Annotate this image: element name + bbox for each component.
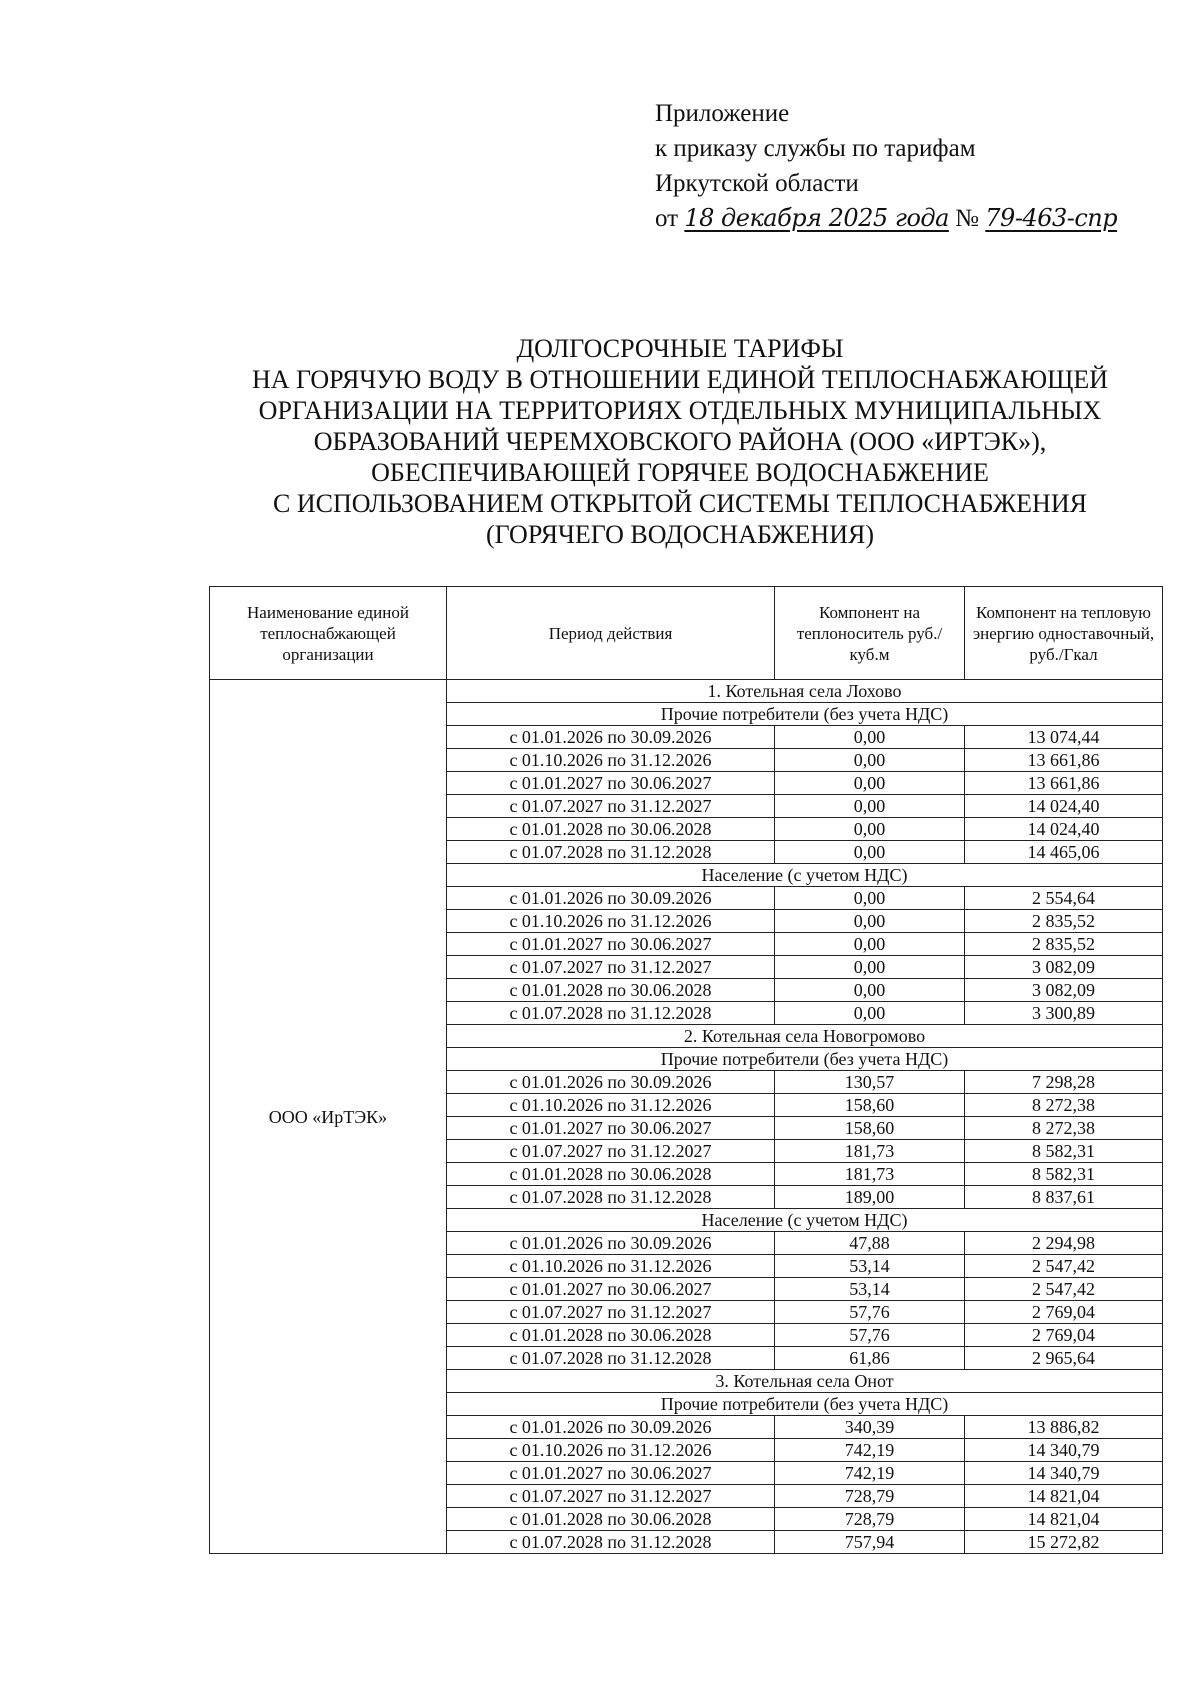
period-cell: с 01.01.2028 по 30.06.2028 <box>447 1324 775 1347</box>
carrier-cell: 728,79 <box>775 1508 965 1531</box>
carrier-cell: 757,94 <box>775 1531 965 1554</box>
carrier-cell: 130,57 <box>775 1071 965 1094</box>
period-cell: с 01.01.2027 по 30.06.2027 <box>447 1278 775 1301</box>
carrier-cell: 0,00 <box>775 979 965 1002</box>
title-line: ОБЕСПЕЧИВАЮЩЕЙ ГОРЯЧЕЕ ВОДОСНАБЖЕНИЕ <box>371 458 989 487</box>
period-cell: с 01.01.2028 по 30.06.2028 <box>447 1163 775 1186</box>
header-carrier: Компонент на теплоноситель руб./куб.м <box>775 587 965 680</box>
number-prefix: № <box>955 205 980 232</box>
carrier-cell: 0,00 <box>775 956 965 979</box>
carrier-cell: 0,00 <box>775 795 965 818</box>
carrier-cell: 181,73 <box>775 1140 965 1163</box>
carrier-cell: 189,00 <box>775 1186 965 1209</box>
period-cell: с 01.01.2027 по 30.06.2027 <box>447 933 775 956</box>
heat-cell: 13 074,44 <box>965 726 1163 749</box>
heat-cell: 3 082,09 <box>965 956 1163 979</box>
heat-cell: 2 554,64 <box>965 887 1163 910</box>
period-cell: с 01.01.2026 по 30.09.2026 <box>447 1232 775 1255</box>
heat-cell: 2 547,42 <box>965 1255 1163 1278</box>
appendix-date-line <box>655 201 1117 236</box>
consumer-group-label: Прочие потребители (без учета НДС) <box>447 1048 1163 1071</box>
carrier-cell: 61,86 <box>775 1347 965 1370</box>
period-cell: с 01.07.2027 по 31.12.2027 <box>447 1140 775 1163</box>
period-cell: с 01.01.2028 по 30.06.2028 <box>447 1508 775 1531</box>
carrier-cell: 57,76 <box>775 1324 965 1347</box>
period-cell: с 01.07.2028 по 31.12.2028 <box>447 1002 775 1025</box>
heat-cell: 2 835,52 <box>965 933 1163 956</box>
carrier-cell: 53,14 <box>775 1278 965 1301</box>
period-cell: с 01.01.2027 по 30.06.2027 <box>447 772 775 795</box>
carrier-cell: 742,19 <box>775 1439 965 1462</box>
heat-cell: 2 769,04 <box>965 1324 1163 1347</box>
heat-cell: 3 082,09 <box>965 979 1163 1002</box>
date-prefix: от <box>655 205 679 232</box>
heat-cell: 8 837,61 <box>965 1186 1163 1209</box>
heat-cell: 7 298,28 <box>965 1071 1163 1094</box>
period-cell: с 01.07.2027 по 31.12.2027 <box>447 956 775 979</box>
carrier-cell: 728,79 <box>775 1485 965 1508</box>
title-line: ДОЛГОСРОЧНЫЕ ТАРИФЫ <box>516 334 844 363</box>
period-cell: с 01.01.2028 по 30.06.2028 <box>447 979 775 1002</box>
carrier-cell: 158,60 <box>775 1094 965 1117</box>
carrier-cell: 181,73 <box>775 1163 965 1186</box>
heat-cell: 14 024,40 <box>965 818 1163 841</box>
consumer-group-label: Население (с учетом НДС) <box>447 1209 1163 1232</box>
consumer-group-label: Население (с учетом НДС) <box>447 864 1163 887</box>
heat-cell: 8 272,38 <box>965 1117 1163 1140</box>
heat-cell: 14 821,04 <box>965 1508 1163 1531</box>
carrier-cell: 742,19 <box>775 1462 965 1485</box>
heat-cell: 13 886,82 <box>965 1416 1163 1439</box>
heat-cell: 3 300,89 <box>965 1002 1163 1025</box>
header-period: Период действия <box>447 587 775 680</box>
period-cell: с 01.07.2027 по 31.12.2027 <box>447 1301 775 1324</box>
period-cell: с 01.07.2028 по 31.12.2028 <box>447 1347 775 1370</box>
period-cell: с 01.10.2026 по 31.12.2026 <box>447 1439 775 1462</box>
period-cell: с 01.01.2027 по 30.06.2027 <box>447 1462 775 1485</box>
title-line: С ИСПОЛЬЗОВАНИЕМ ОТКРЫТОЙ СИСТЕМЫ ТЕПЛОСНАБЖЕНИЯ <box>273 489 1087 518</box>
title-line: (ГОРЯЧЕГО ВОДОСНАБЖЕНИЯ) <box>486 520 874 549</box>
appendix-line-1: Приложение <box>655 100 790 127</box>
appendix-header <box>655 96 1117 236</box>
carrier-cell: 0,00 <box>775 749 965 772</box>
carrier-cell: 47,88 <box>775 1232 965 1255</box>
heat-cell: 14 821,04 <box>965 1485 1163 1508</box>
consumer-group-label: Прочие потребители (без учета НДС) <box>447 703 1163 726</box>
boiler-name: 1. Котельная села Лохово <box>447 680 1163 703</box>
heat-cell: 13 661,86 <box>965 749 1163 772</box>
org-name-cell: ООО «ИрТЭК» <box>210 680 447 1554</box>
document-title <box>180 333 1180 550</box>
heat-cell: 8 582,31 <box>965 1140 1163 1163</box>
carrier-cell: 57,76 <box>775 1301 965 1324</box>
table-header-row <box>210 587 1163 680</box>
title-line: НА ГОРЯЧУЮ ВОДУ В ОТНОШЕНИИ ЕДИНОЙ ТЕПЛОСНАБЖАЮЩЕЙ <box>251 365 1109 394</box>
period-cell: с 01.10.2026 по 31.12.2026 <box>447 749 775 772</box>
period-cell: с 01.01.2027 по 30.06.2027 <box>447 1117 775 1140</box>
heat-cell: 14 465,06 <box>965 841 1163 864</box>
heat-cell: 2 965,64 <box>965 1347 1163 1370</box>
heat-cell: 2 547,42 <box>965 1278 1163 1301</box>
period-cell: с 01.01.2026 по 30.09.2026 <box>447 726 775 749</box>
appendix-line-2: к приказу службы по тарифам <box>655 135 976 162</box>
period-cell: с 01.07.2027 по 31.12.2027 <box>447 795 775 818</box>
period-cell: с 01.01.2028 по 30.06.2028 <box>447 818 775 841</box>
carrier-cell: 340,39 <box>775 1416 965 1439</box>
period-cell: с 01.01.2026 по 30.09.2026 <box>447 1416 775 1439</box>
carrier-cell: 0,00 <box>775 818 965 841</box>
carrier-cell: 158,60 <box>775 1117 965 1140</box>
carrier-cell: 53,14 <box>775 1255 965 1278</box>
boiler-name: 3. Котельная села Онот <box>447 1370 1163 1393</box>
heat-cell: 14 340,79 <box>965 1439 1163 1462</box>
period-cell: с 01.10.2026 по 31.12.2026 <box>447 1255 775 1278</box>
period-cell: с 01.07.2027 по 31.12.2027 <box>447 1485 775 1508</box>
carrier-cell: 0,00 <box>775 1002 965 1025</box>
heat-cell: 14 024,40 <box>965 795 1163 818</box>
title-line: ОБРАЗОВАНИЙ ЧЕРЕМХОВСКОГО РАЙОНА (ООО «ИРТЭК»), <box>313 427 1047 456</box>
period-cell: с 01.01.2026 по 30.09.2026 <box>447 1071 775 1094</box>
period-cell: с 01.10.2026 по 31.12.2026 <box>447 1094 775 1117</box>
carrier-cell: 0,00 <box>775 933 965 956</box>
heat-cell: 2 769,04 <box>965 1301 1163 1324</box>
heat-cell: 13 661,86 <box>965 772 1163 795</box>
period-cell: с 01.07.2028 по 31.12.2028 <box>447 841 775 864</box>
boiler-name: 2. Котельная села Новогромово <box>447 1025 1163 1048</box>
heat-cell: 14 340,79 <box>965 1462 1163 1485</box>
period-cell: с 01.01.2026 по 30.09.2026 <box>447 887 775 910</box>
header-heat: Компонент на тепловую энергию одноставочный, руб./Гкал <box>965 587 1163 680</box>
handwritten-date: 18 декабря 2025 года <box>684 204 949 232</box>
heat-cell: 2 835,52 <box>965 910 1163 933</box>
boiler-row <box>210 680 1163 703</box>
heat-cell: 2 294,98 <box>965 1232 1163 1255</box>
carrier-cell: 0,00 <box>775 887 965 910</box>
carrier-cell: 0,00 <box>775 841 965 864</box>
appendix-line-3: Иркутской области <box>655 170 859 197</box>
period-cell: с 01.07.2028 по 31.12.2028 <box>447 1531 775 1554</box>
heat-cell: 15 272,82 <box>965 1531 1163 1554</box>
consumer-group-label: Прочие потребители (без учета НДС) <box>447 1393 1163 1416</box>
tariffs-table <box>209 586 1163 1554</box>
carrier-cell: 0,00 <box>775 726 965 749</box>
handwritten-number: 79-463-спр <box>985 204 1118 232</box>
carrier-cell: 0,00 <box>775 910 965 933</box>
title-line: ОРГАНИЗАЦИИ НА ТЕРРИТОРИЯХ ОТДЕЛЬНЫХ МУНИЦИПАЛЬНЫХ <box>258 396 1102 425</box>
header-org: Наименование единой теплоснабжающей организации <box>210 587 447 680</box>
heat-cell: 8 272,38 <box>965 1094 1163 1117</box>
heat-cell: 8 582,31 <box>965 1163 1163 1186</box>
period-cell: с 01.07.2028 по 31.12.2028 <box>447 1186 775 1209</box>
period-cell: с 01.10.2026 по 31.12.2026 <box>447 910 775 933</box>
carrier-cell: 0,00 <box>775 772 965 795</box>
